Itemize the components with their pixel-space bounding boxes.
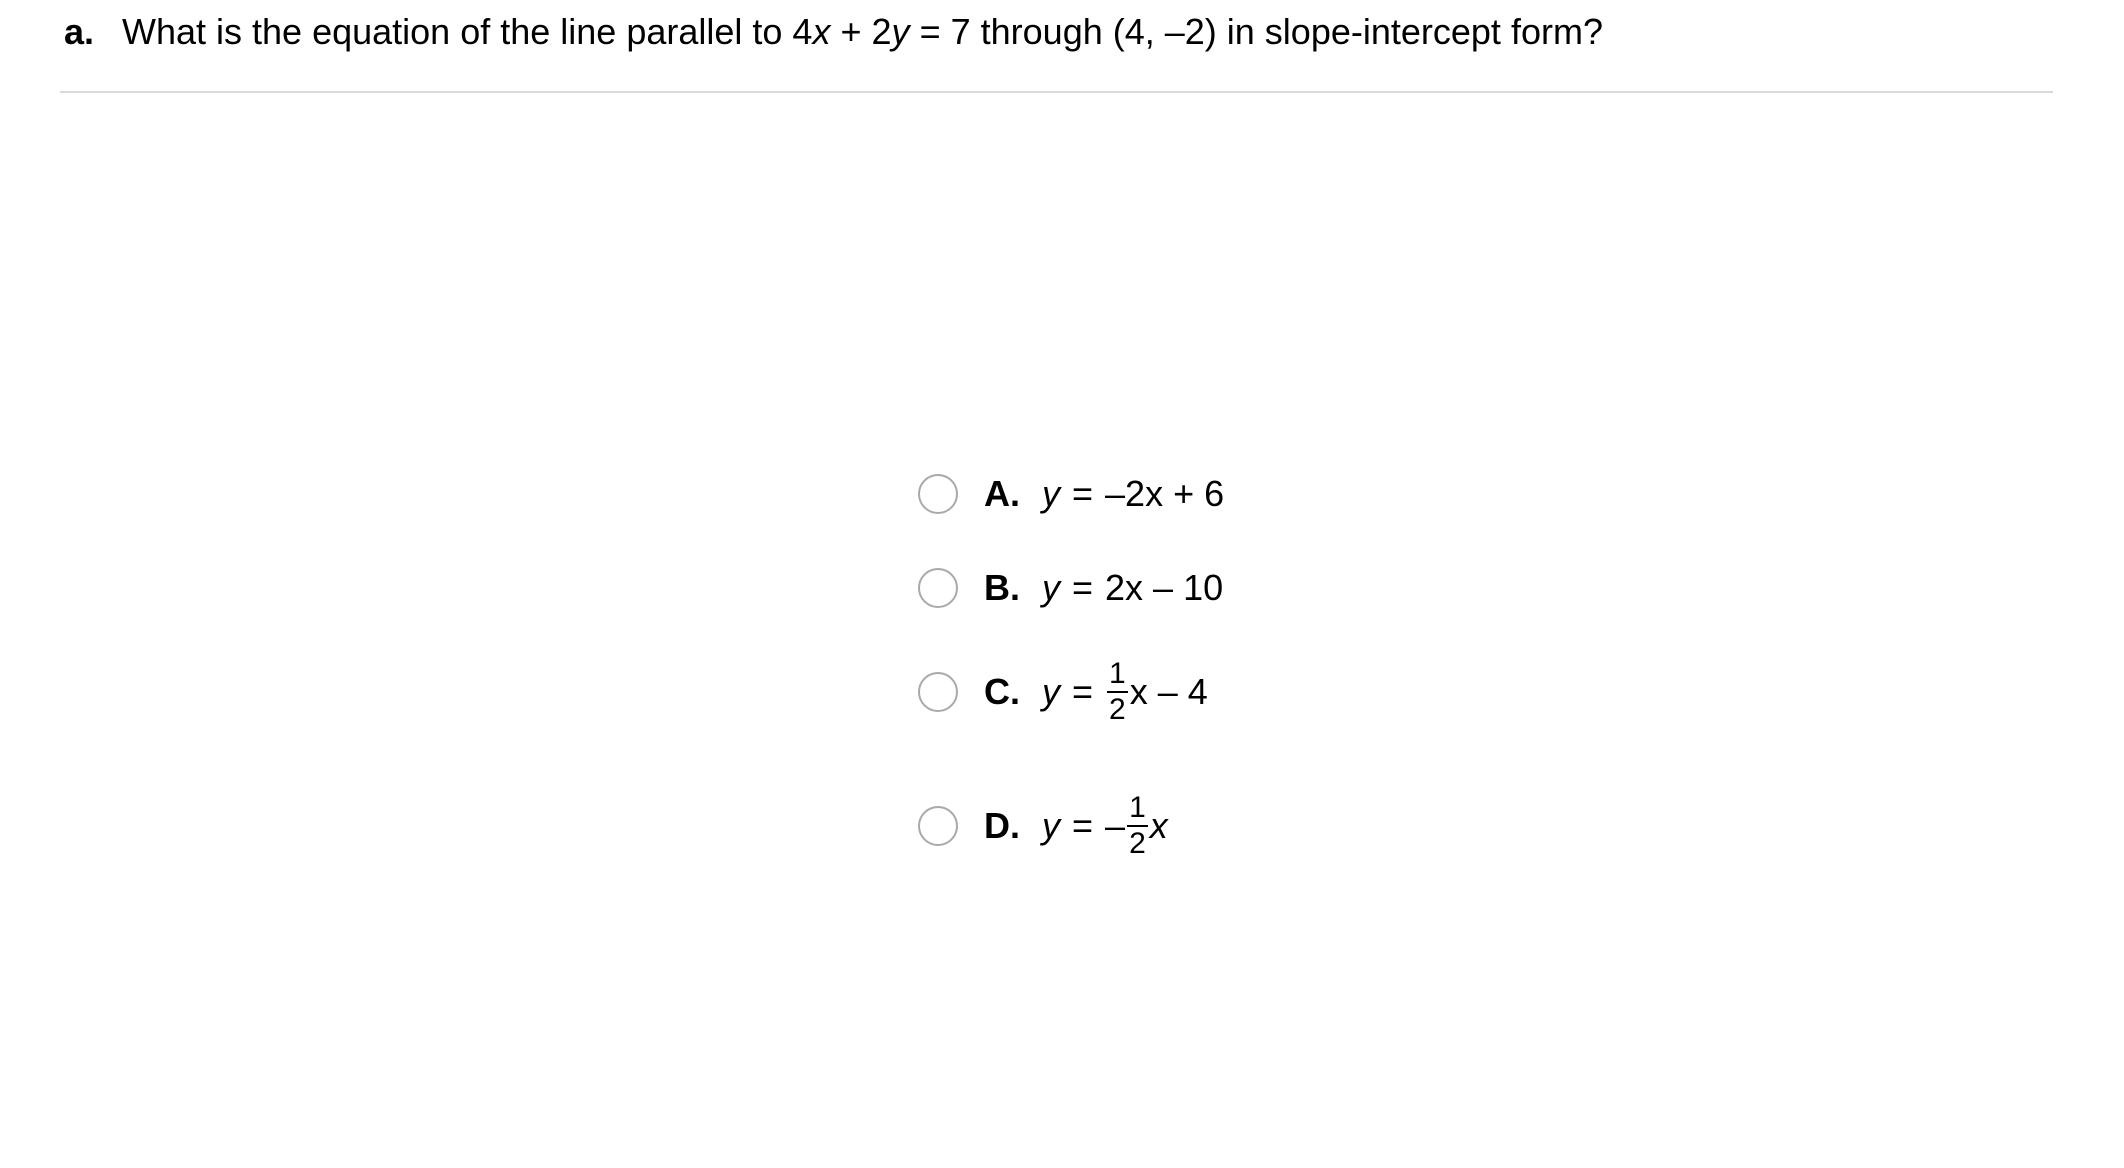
choice-letter-d: D.	[984, 805, 1020, 846]
fraction-d: $\frac{1}{2}$	[1129, 791, 1146, 860]
question-letter: a.	[64, 11, 95, 52]
choice-equation-a: y = –2x + 6	[1042, 473, 1225, 514]
choice-letter-c: C.	[984, 671, 1020, 712]
choice-a[interactable]	[918, 464, 1224, 524]
choice-b[interactable]	[918, 558, 1223, 618]
choice-equation-c: y = $\frac{1}{2}$ x – 4	[1042, 657, 1208, 726]
fraction-c: $\frac{1}{2}$	[1109, 657, 1126, 726]
divider	[60, 91, 2053, 93]
choice-d[interactable]	[918, 791, 1168, 860]
question-text-before: What is the equation of the line parallel to	[122, 11, 793, 52]
question-equation: 4x + 2y = 7	[792, 11, 971, 52]
radio-button-b[interactable]	[918, 568, 958, 608]
radio-button-a[interactable]	[918, 474, 958, 514]
choice-letter-a: A.	[984, 473, 1020, 514]
question-text	[64, 8, 1603, 56]
question-text-after: through (4, –2) in slope-intercept form?	[970, 11, 1603, 52]
radio-button-c[interactable]	[918, 672, 958, 712]
choice-equation-d: y = – $\frac{1}{2}$ x	[1042, 791, 1168, 860]
choice-letter-b: B.	[984, 567, 1020, 608]
radio-button-d[interactable]	[918, 806, 958, 846]
choice-c[interactable]	[918, 657, 1208, 726]
choice-equation-b: y = 2x – 10	[1042, 567, 1224, 608]
